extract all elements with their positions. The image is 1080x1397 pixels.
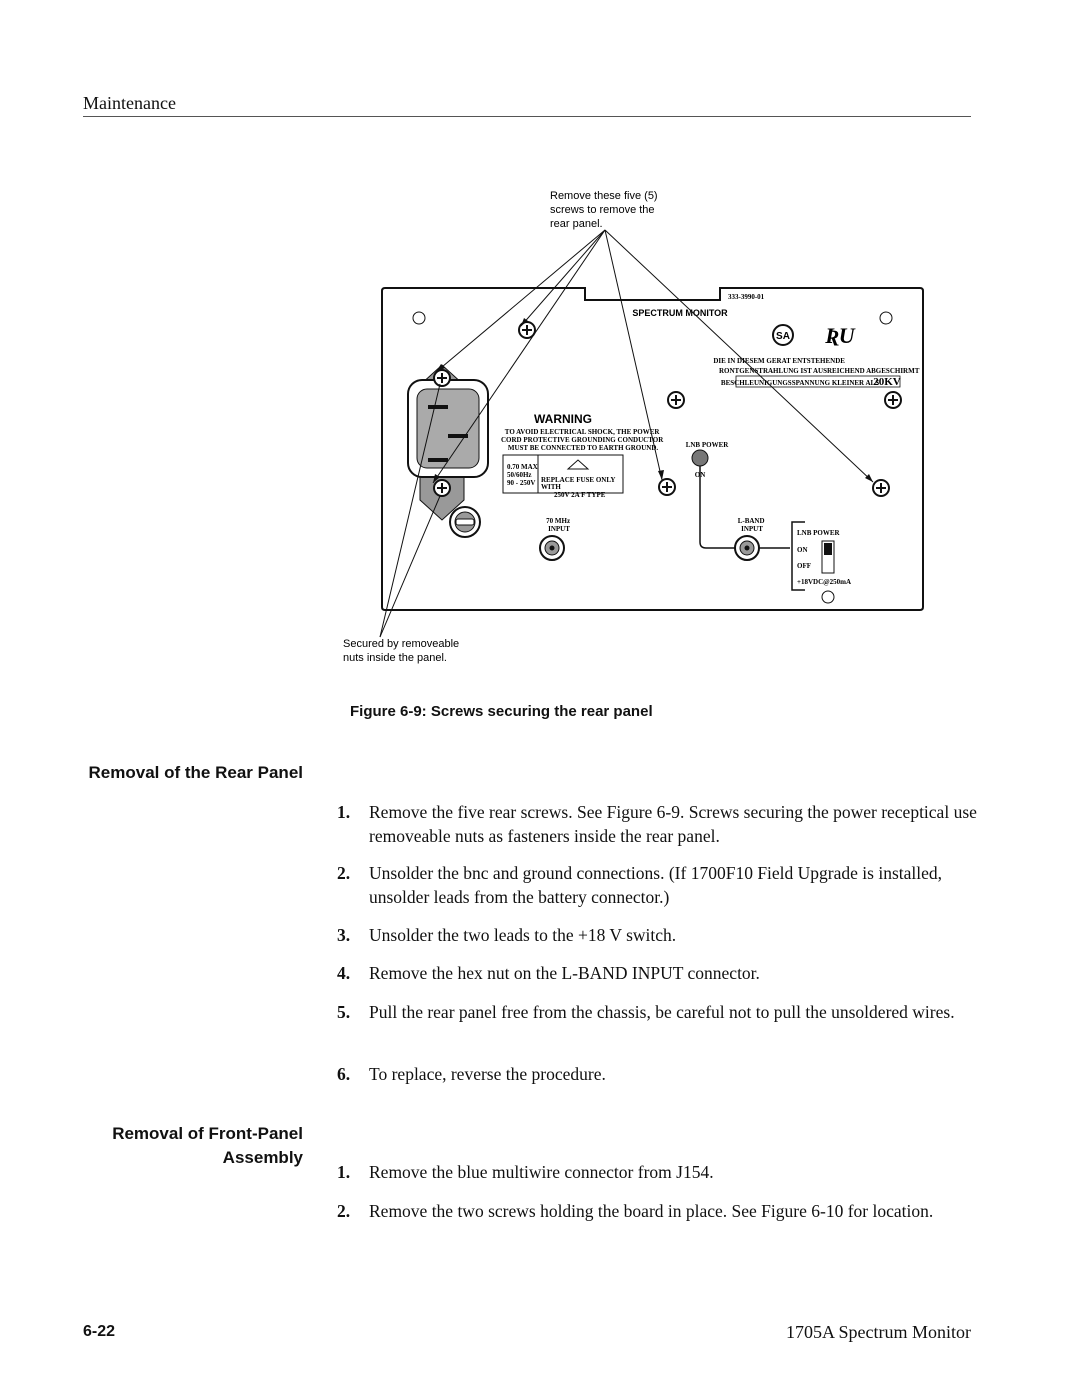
- lband-input-line2: INPUT: [741, 525, 763, 533]
- rear-step-6: [337, 1062, 977, 1086]
- kv-label: 20KV: [873, 376, 901, 388]
- fuse-type: 250V 2A F TYPE: [554, 491, 606, 499]
- step-number: 4.: [337, 963, 351, 983]
- lband-input-label: [738, 517, 767, 533]
- step-number: 5.: [337, 1002, 351, 1022]
- warning-heading: WARNING: [534, 412, 592, 426]
- input-70mhz-label: [546, 517, 572, 533]
- page-number: 6-22: [83, 1323, 116, 1340]
- led-on-label: ON: [694, 471, 706, 479]
- mounting-hole-icon: [880, 312, 892, 324]
- warning-text-line3: MUST BE CONNECTED TO EARTH GROUND.: [507, 444, 659, 452]
- step-text: Unsolder the bnc and ground connections. (If 1700F10 Field Upgrade is installed, unsolder leads from the battery connector.): [369, 863, 943, 907]
- part-number: 333-3990-01: [728, 293, 765, 301]
- input-70mhz-line1: 70 MHz: [546, 517, 571, 525]
- step-text: Remove the hex nut on the L-BAND INPUT connector.: [369, 963, 760, 983]
- screw-icon: [668, 392, 684, 408]
- panel-title: SPECTRUM MONITOR: [632, 308, 728, 318]
- callout-top: [550, 190, 661, 230]
- step-number: 6.: [337, 1064, 351, 1084]
- running-header: Maintenance: [83, 93, 176, 113]
- led-indicator-icon: [692, 450, 708, 466]
- german-warning-line2: RONTGENSTRAHLUNG IST AUSREICHEND ABGESCHIRMT: [718, 367, 920, 375]
- rear-step-4: [337, 961, 977, 985]
- screw-icon: [519, 322, 535, 338]
- footer-product: 1705A Spectrum Monitor: [786, 1322, 971, 1342]
- step-number: 2.: [337, 1201, 351, 1221]
- warning-text: [501, 428, 665, 452]
- callout-bottom: [343, 638, 462, 664]
- warning-text-line1: TO AVOID ELECTRICAL SHOCK, THE POWER: [504, 428, 660, 436]
- step-text: Remove the blue multiwire connector from J154.: [369, 1162, 714, 1182]
- callout-top-line1: Remove these five (5): [550, 190, 658, 202]
- screw-icon: [434, 370, 450, 386]
- step-text: Remove the five rear screws. See Figure 6-9. Screws securing the power receptical use removeable nuts as fasteners inside the rear panel.: [369, 802, 977, 846]
- figure-caption: Figure 6-9: Screws securing the rear panel: [350, 703, 653, 720]
- section-heading-rear-panel: Removal of the Rear Panel: [88, 763, 303, 782]
- step-text: Remove the two screws holding the board in place. See Figure 6-10 for location.: [369, 1201, 934, 1221]
- section-heading-line1: Removal of Front-Panel: [112, 1124, 303, 1143]
- switch-title: LNB POWER: [797, 529, 840, 537]
- ul-logo-icon: [824, 323, 855, 348]
- screw-icon: [885, 392, 901, 408]
- rear-step-5: [337, 1000, 977, 1024]
- step-number: 2.: [337, 863, 351, 883]
- callout-top-line2: screws to remove the: [550, 204, 655, 216]
- screw-icon: [659, 479, 675, 495]
- front-step-2: [337, 1199, 977, 1223]
- step-number: 1.: [337, 802, 351, 822]
- step-text: Pull the rear panel free from the chassis, be careful not to pull the unsoldered wires.: [369, 1002, 955, 1022]
- callout-bottom-line1: Secured by removeable: [343, 638, 460, 650]
- warning-text-line2: CORD PROTECTIVE GROUNDING CONDUCTOR: [501, 436, 664, 444]
- switch-off-label: OFF: [797, 562, 811, 570]
- step-text: Unsolder the two leads to the +18 V switch.: [369, 925, 677, 945]
- switch-rating: +18VDC@250mA: [797, 578, 852, 586]
- german-warning-line3: BESCHLEUNIGUNGSSPANNUNG KLEINER ALS: [720, 379, 880, 387]
- front-step-1: [337, 1160, 977, 1184]
- step-number: 3.: [337, 925, 351, 945]
- fuse-rating-line1: 0.70 MAX: [507, 463, 538, 471]
- screw-icon: [873, 480, 889, 496]
- step-number: 1.: [337, 1162, 351, 1182]
- section-heading-front-panel: [112, 1122, 303, 1170]
- slide-switch-knob: [824, 543, 832, 555]
- rear-step-2: [337, 861, 977, 909]
- step-text: To replace, reverse the procedure.: [369, 1064, 606, 1084]
- mounting-hole-icon: [822, 591, 834, 603]
- fuse-replace-line1: REPLACE FUSE ONLY: [541, 476, 616, 484]
- mounting-hole-icon: [413, 312, 425, 324]
- svg-text:SA: SA: [776, 331, 790, 342]
- fuse-rating-line3: 90 - 250V: [507, 479, 536, 487]
- section-heading-line2: Assembly: [222, 1148, 303, 1167]
- german-warning-line1: DIE IN DIESEM GERAT ENTSTEHENDE: [713, 357, 845, 365]
- lnb-led-label: LNB POWER: [685, 441, 729, 449]
- svg-text:ƦU: ƦU: [825, 323, 855, 348]
- screw-icon: [434, 480, 450, 496]
- switch-on-label: ON: [797, 546, 808, 554]
- bnc-connector-icon: [735, 536, 759, 560]
- lband-input-line1: L-BAND: [737, 517, 765, 525]
- bnc-connector-icon: [540, 536, 564, 560]
- rear-step-1: [337, 800, 977, 848]
- rear-step-3: [337, 923, 977, 947]
- fuse-holder-icon: [450, 507, 480, 537]
- fuse-replace-line2: WITH: [541, 483, 561, 491]
- callout-bottom-line2: nuts inside the panel.: [343, 652, 447, 664]
- fuse-rating-line2: 50/60Hz: [507, 471, 532, 479]
- input-70mhz-line2: INPUT: [548, 525, 570, 533]
- callout-top-line3: rear panel.: [550, 218, 603, 230]
